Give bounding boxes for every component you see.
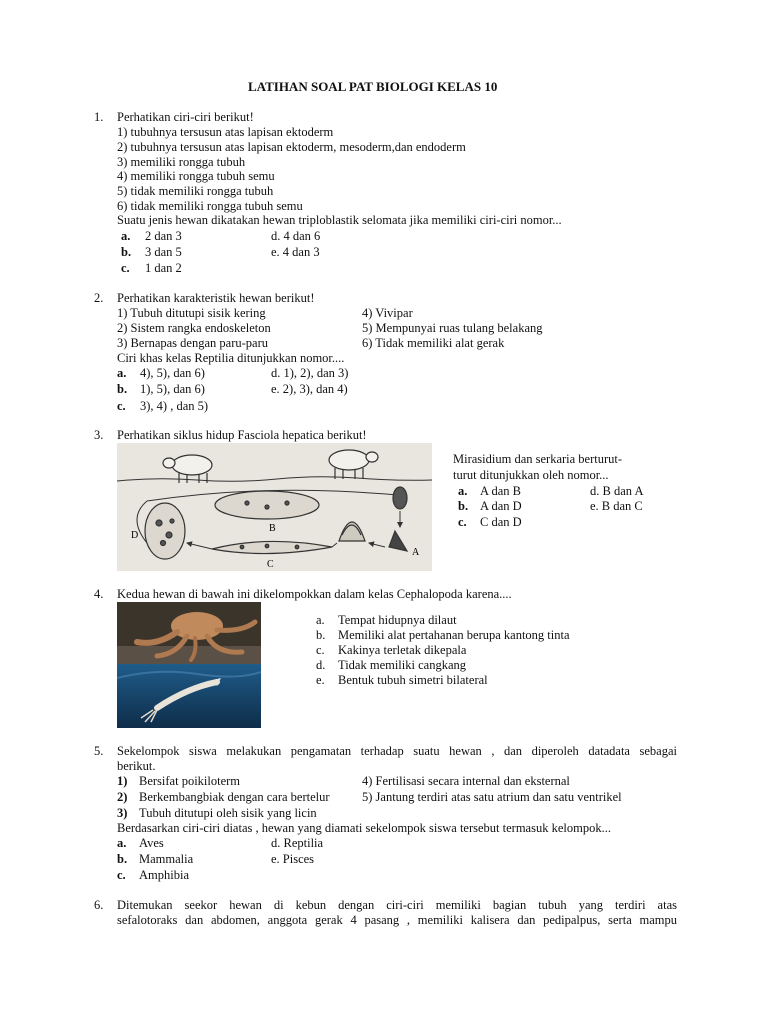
page-title: LATIHAN SOAL PAT BIOLOGI KELAS 10 [248,79,498,94]
q4-option-d-letter: d. [316,658,326,672]
q1-item-3: 3) memiliki rongga tubuh [117,155,246,169]
egg-icon [393,487,407,509]
q2-option-c-letter: c. [117,399,126,413]
fig-label-c: C [267,559,274,570]
q5-stem-line2: berikut. [117,759,156,773]
q2-option-e[interactable]: e. 2), 3), dan 4) [271,382,348,396]
q5-option-c[interactable]: Amphibia [139,868,189,882]
q6-number: 6. [94,898,104,912]
q4-option-a-letter: a. [316,613,325,627]
q4-option-e-letter: e. [316,673,325,687]
fasciola-life-cycle-diagram [117,443,432,571]
q2-left-2: 2) Sistem rangka endoskeleton [117,321,271,335]
q4-option-c-letter: c. [316,643,325,657]
q5-left-1: Bersifat poikiloterm [139,774,241,788]
q5-question: Berdasarkan ciri-ciri diatas , hewan yang diamati sekelompok siswa tersebut termasuk kelompok... [117,821,611,835]
q4-option-c[interactable]: Kakinya terletak dikepala [338,643,467,657]
q1-option-a[interactable]: 2 dan 3 [145,229,182,243]
q2-option-a[interactable]: 4), 5), dan 6) [140,366,205,380]
fig-label-a: A [412,547,420,558]
q2-right-4: 4) Vivipar [362,306,413,320]
q5-option-a[interactable]: Aves [139,836,164,850]
q2-option-c[interactable]: 3), 4) , dan 5) [140,399,209,413]
q4-option-a[interactable]: Tempat hidupnya dilaut [338,613,457,627]
q2-question: Ciri khas kelas Reptilia ditunjukkan nomor.... [117,351,345,365]
q4-option-b-letter: b. [316,628,326,642]
q1-option-c[interactable]: 1 dan 2 [145,261,182,275]
q5-left-2: Berkembangbiak dengan cara bertelur [139,790,330,804]
q5-option-e[interactable]: e. Pisces [271,852,315,866]
q2-stem: Perhatikan karakteristik hewan berikut! [117,291,315,305]
redia-stage-icon [145,503,185,559]
q1-number: 1. [94,110,104,124]
q1-item-5: 5) tidak memiliki rongga tubuh [117,184,274,198]
q3-option-e[interactable]: e. B dan C [590,499,643,513]
q2-right-5: 5) Mempunyai ruas tulang belakang [362,321,543,335]
q5-stem-line1: Sekelompok siswa melakukan pengamatan terhadap suatu hewan , dan diperoleh datadata sebagai [117,744,677,758]
q1-item-1: 1) tubuhnya tersusun atas lapisan ektoderm [117,125,334,139]
q1-option-a-letter: a. [121,229,131,243]
q1-item-2: 2) tubuhnya tersusun atas lapisan ektoderm, mesoderm,dan endoderm [117,140,466,154]
q5-left-num-2: 2) [117,790,128,804]
q5-right-5: 5) Jantung terdiri atas satu atrium dan satu ventrikel [362,790,622,804]
q3-number: 3. [94,428,104,442]
q1-item-6: 6) tidak memiliki rongga tubuh semu [117,199,303,213]
q4-option-e[interactable]: Bentuk tubuh simetri bilateral [338,673,488,687]
fig-label-d: D [131,530,139,541]
q1-option-e[interactable]: e. 4 dan 3 [271,245,320,259]
q3-option-a[interactable]: A dan B [480,484,521,498]
q3-option-a-letter: a. [458,484,468,498]
q1-option-d[interactable]: d. 4 dan 6 [271,229,321,243]
q2-option-a-letter: a. [117,366,127,380]
q1-option-b-letter: b. [121,245,132,259]
fig-label-b: B [269,523,276,534]
fasciola-life-cycle-figure [117,443,432,571]
q6-line1: Ditemukan seekor hewan di kebun dengan ciri-ciri memiliki bagian tubuh yang terdiri atas [117,898,677,912]
q2-option-b[interactable]: 1), 5), dan 6) [140,382,205,396]
q5-left-num-1: 1) [117,774,128,788]
q3-stem: Perhatikan siklus hidup Fasciola hepatica berikut! [117,428,367,442]
q4-option-b[interactable]: Memiliki alat pertahanan berupa kantong tinta [338,628,570,642]
q1-question: Suatu jenis hewan dikatakan hewan triploblastik selomata jika memiliki ciri-ciri nomor... [117,213,562,227]
q2-left-3: 3) Bernapas dengan paru-paru [117,336,268,350]
q5-option-d[interactable]: d. Reptilia [271,836,324,850]
q3-option-c[interactable]: C dan D [480,515,522,529]
q5-option-a-letter: a. [117,836,127,850]
q4-number: 4. [94,587,104,601]
q6-line2: sefalotoraks dan abdomen, anggota gerak 4 pasang , memiliki kalisera dan pedipalpus, serta mampu [117,913,677,927]
q5-option-c-letter: c. [117,868,126,882]
q1-option-c-letter: c. [121,261,130,275]
octopus-photo [117,602,261,664]
q5-left-3: Tubuh ditutupi oleh sisik yang licin [139,806,317,820]
q1-stem: Perhatikan ciri-ciri berikut! [117,110,254,124]
q2-number: 2. [94,291,104,305]
q5-left-num-3: 3) [117,806,128,820]
q2-left-1: 1) Tubuh ditutupi sisik kering [117,306,266,320]
q3-option-b-letter: b. [458,499,469,513]
q3-question-line2: turut ditunjukkan oleh nomor... [453,468,609,482]
q4-stem: Kedua hewan di bawah ini dikelompokkan dalam kelas Cephalopoda karena.... [117,587,512,601]
q3-question-line1: Mirasidium dan serkaria berturut- [453,452,623,466]
q1-option-b[interactable]: 3 dan 5 [145,245,182,259]
q2-option-d[interactable]: d. 1), 2), dan 3) [271,366,349,380]
q2-right-6: 6) Tidak memiliki alat gerak [362,336,505,350]
q1-item-4: 4) memiliki rongga tubuh semu [117,169,275,183]
q3-option-c-letter: c. [458,515,467,529]
adult-fluke-icon [215,491,319,519]
q5-option-b-letter: b. [117,852,128,866]
squid-photo [117,664,261,728]
q5-number: 5. [94,744,104,758]
q3-option-d[interactable]: d. B dan A [590,484,644,498]
q3-option-b[interactable]: A dan D [480,499,522,513]
q5-right-4: 4) Fertilisasi secara internal dan eksternal [362,774,570,788]
q4-option-d[interactable]: Tidak memiliki cangkang [338,658,466,672]
q5-option-b[interactable]: Mammalia [139,852,194,866]
squid-icon [117,664,261,728]
q2-option-b-letter: b. [117,382,128,396]
octopus-icon [117,602,261,664]
